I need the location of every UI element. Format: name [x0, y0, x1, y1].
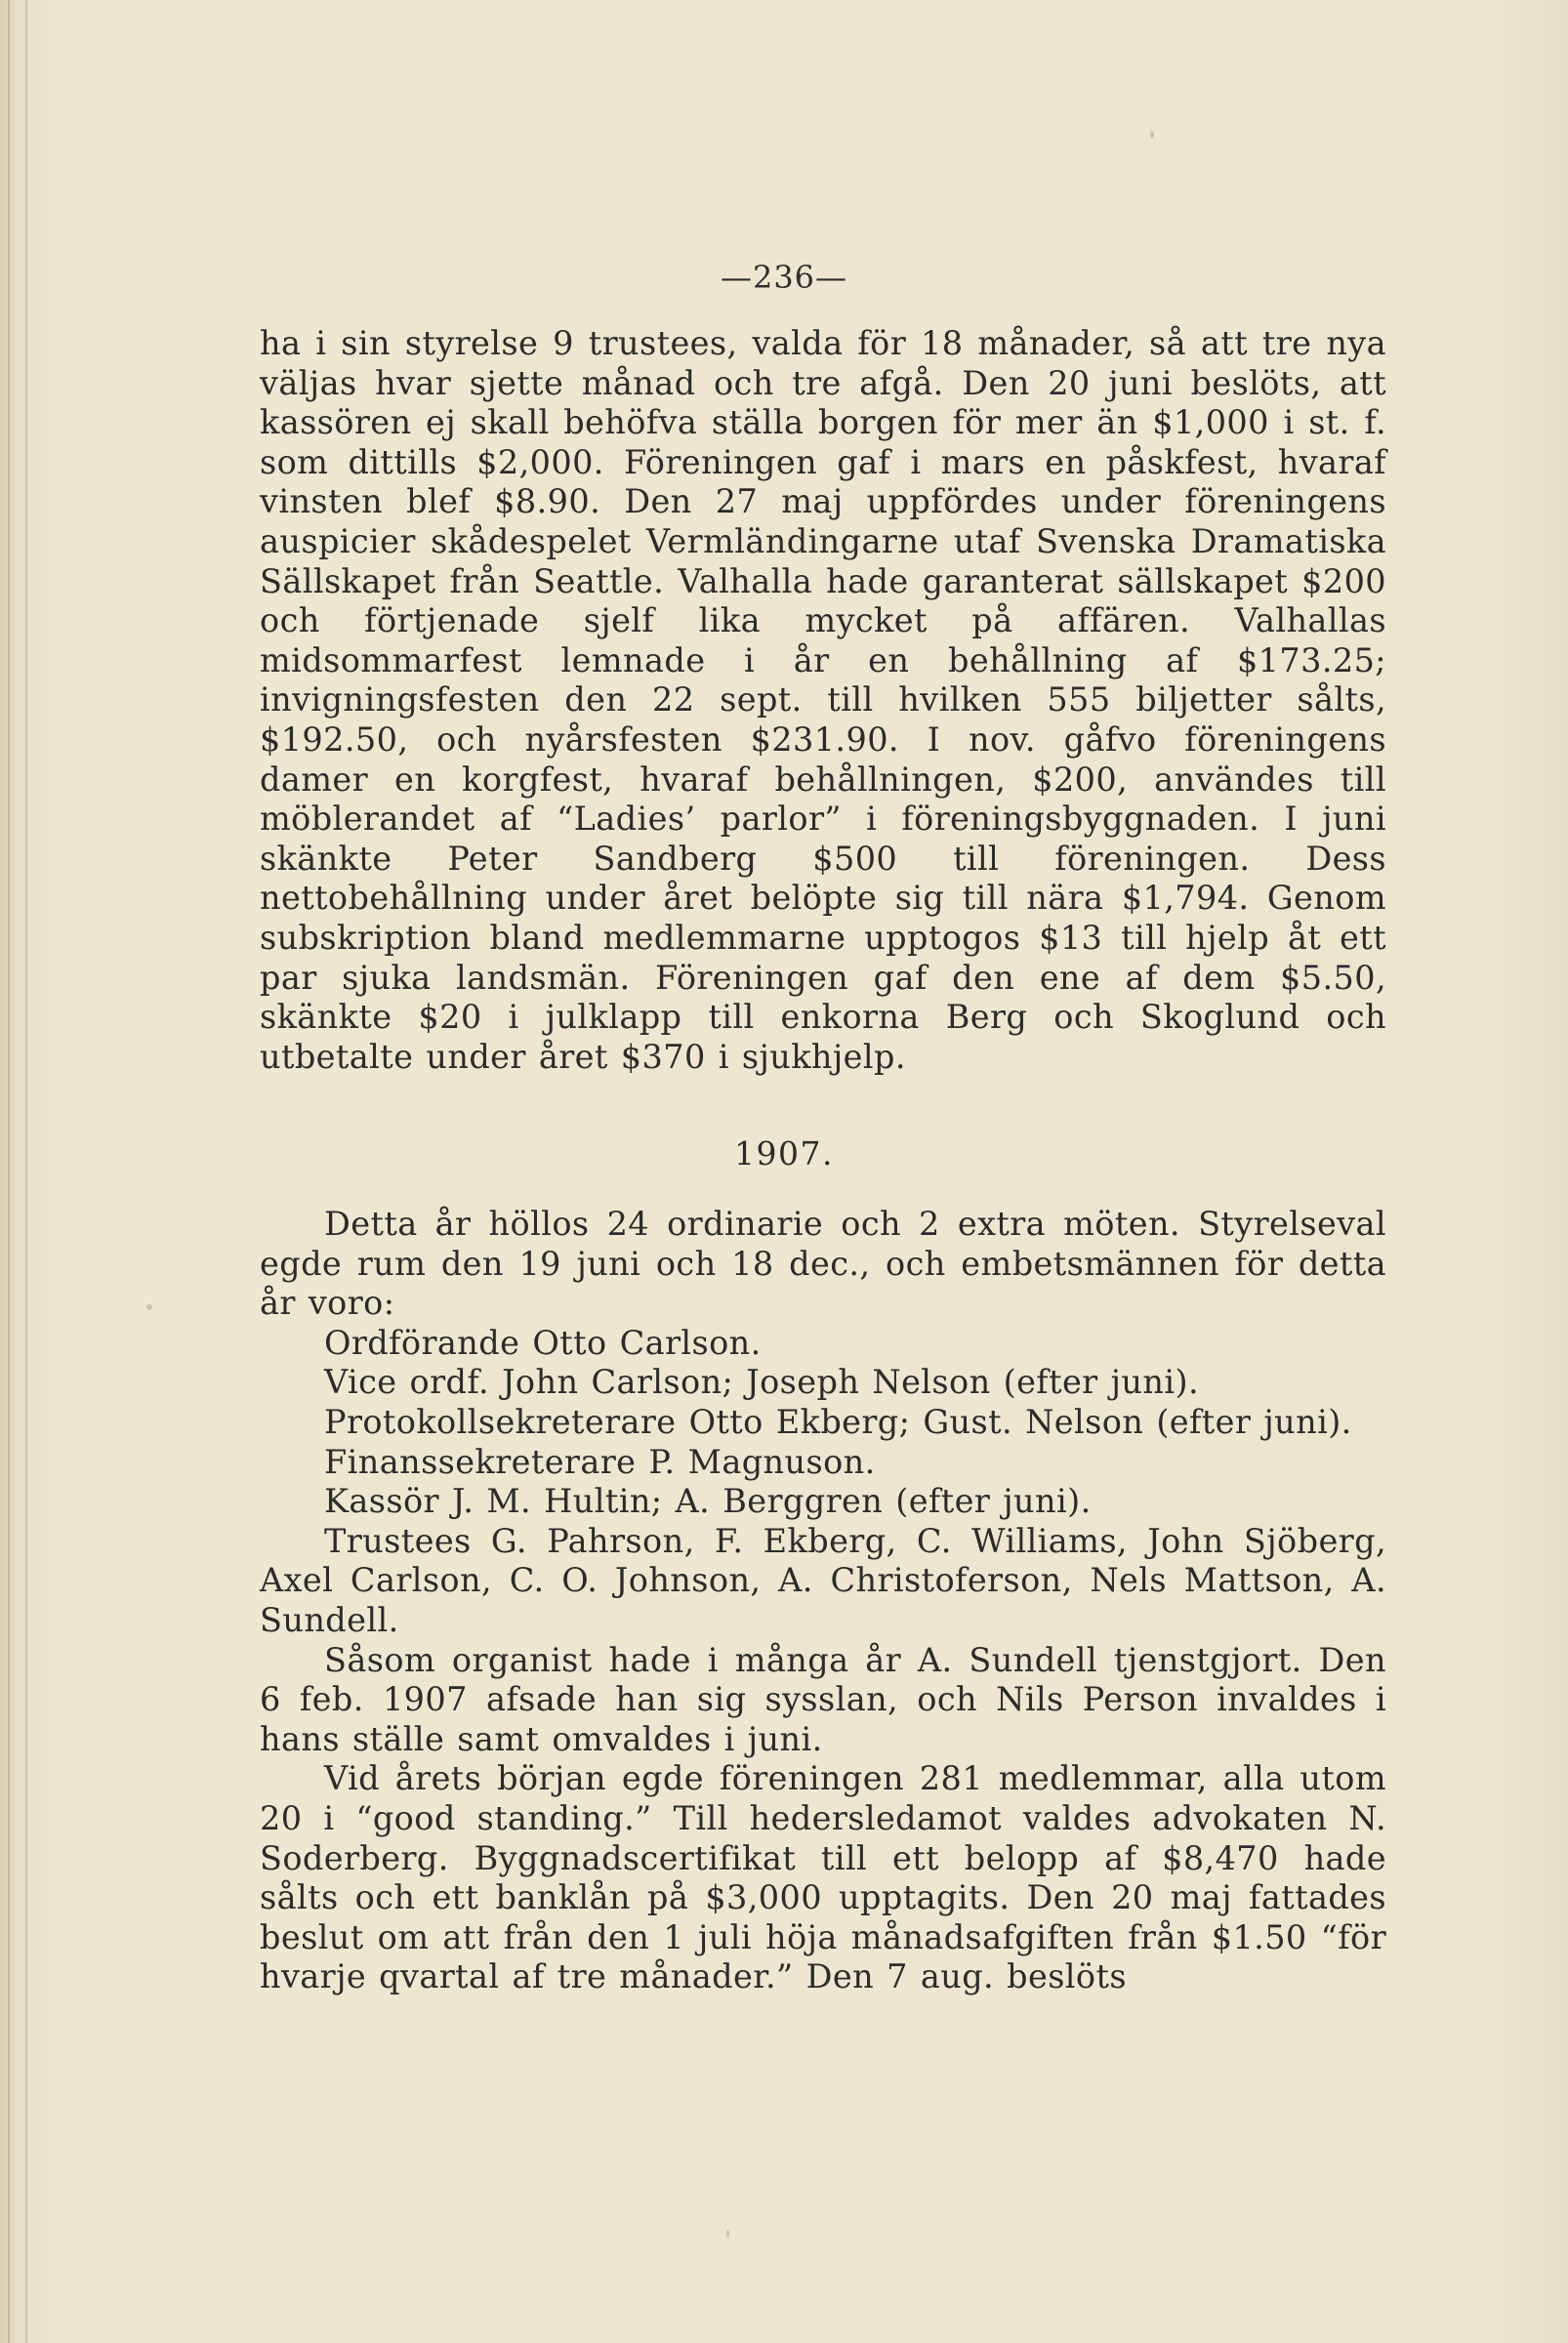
year-heading: 1907. [734, 1134, 834, 1172]
officer-line: Vice ordf. John Carlson; Joseph Nelson (efter juni). [324, 1363, 1200, 1402]
paper-speck [1150, 131, 1154, 139]
body-paragraph-continued: ha i sin styrelse 9 trustees, valda för 18 månader, så att tre nya väljas hvar sjette månad och tre afgå. Den 20 juni beslöts, att kassören ej skall behöfva ställa borgen för mer än $1,000 i st. f. som dittills $2,000. Föreningen gaf i mars en påskfest, hvaraf vinsten blef $8.90. Den 27 maj uppfördes under föreningens auspicier skådespelet Vermländingarne utaf Svenska Dramatiska Sällskapet från Seattle. Valhalla hade garanterat sällskapet $200 och förtjenade sjelf lika mycket på affären. Valhallas midsommarfest lemnade i år en behållning af $173.25; invigningsfesten den 22 sept. till hvilken 555 biljetter sålts, $192.50, och nyårsfesten $231.90. I nov. gåfvo föreningens damer en korgfest, hvaraf behållningen, $200, användes till möblerandet af “Ladies’ parlor” i föreningsbyggnaden. I juni skänkte Peter Sandberg $500 till föreningen. Dess nettobehållning under året belöpte sig till nära $1,794. Genom subskription bland medlemmarne upptogos $13 till hjelp åt ett par sjuka landsmän. Föreningen gaf den ene af dem $5.50, skänkte $20 i julklapp till enkorna Berg och Skoglund och utbetalte under året $370 i sjukhjelp. [260, 324, 1386, 1076]
officer-line: Kassör J. M. Hultin; A. Berggren (efter juni). [324, 1482, 1092, 1521]
section-1907 [260, 1205, 1386, 1997]
members-paragraph: Vid årets början egde föreningen 281 medlemmar, alla utom 20 i “good standing.” Till hedersledamot valdes advokaten N. Soderberg. Byggnadscertifikat till ett belopp af $8,470 hade sålts och ett banklån på $3,000 upptagits. Den 20 maj fattades beslut om att från den 1 juli höja månadsafgiften från $1.50 “för hvarje qvartal af tre månader.” Den 7 aug. beslöts [260, 1759, 1386, 1996]
officer-line: Protokollsekreterare Otto Ekberg; Gust. Nelson (efter juni). [324, 1402, 1352, 1441]
organist-paragraph: Såsom organist hade i många år A. Sundell tjenstgjort. Den 6 feb. 1907 afsade han sig sysslan, och Nils Person invaldes i hans ställe samt omvaldes i juni. [260, 1640, 1386, 1758]
trustees-paragraph: Trustees G. Pahrson, F. Ekberg, C. Williams, John Sjöberg, Axel Carlson, C. O. Johnson, A. Christoferson, Nels Mattson, A. Sundell. [260, 1521, 1386, 1639]
intro-paragraph: Detta år höllos 24 ordinarie och 2 extra möten. Styrelseval egde rum den 19 juni och 18 dec., och embetsmännen för detta år voro: [260, 1205, 1386, 1323]
officer-line: Ordförande Otto Carlson. [324, 1323, 762, 1362]
paper-speck [146, 1304, 152, 1310]
page-number: —236— [720, 259, 848, 296]
paper-speck [726, 2230, 729, 2238]
officer-line: Finanssekreterare P. Magnuson. [324, 1442, 876, 1481]
